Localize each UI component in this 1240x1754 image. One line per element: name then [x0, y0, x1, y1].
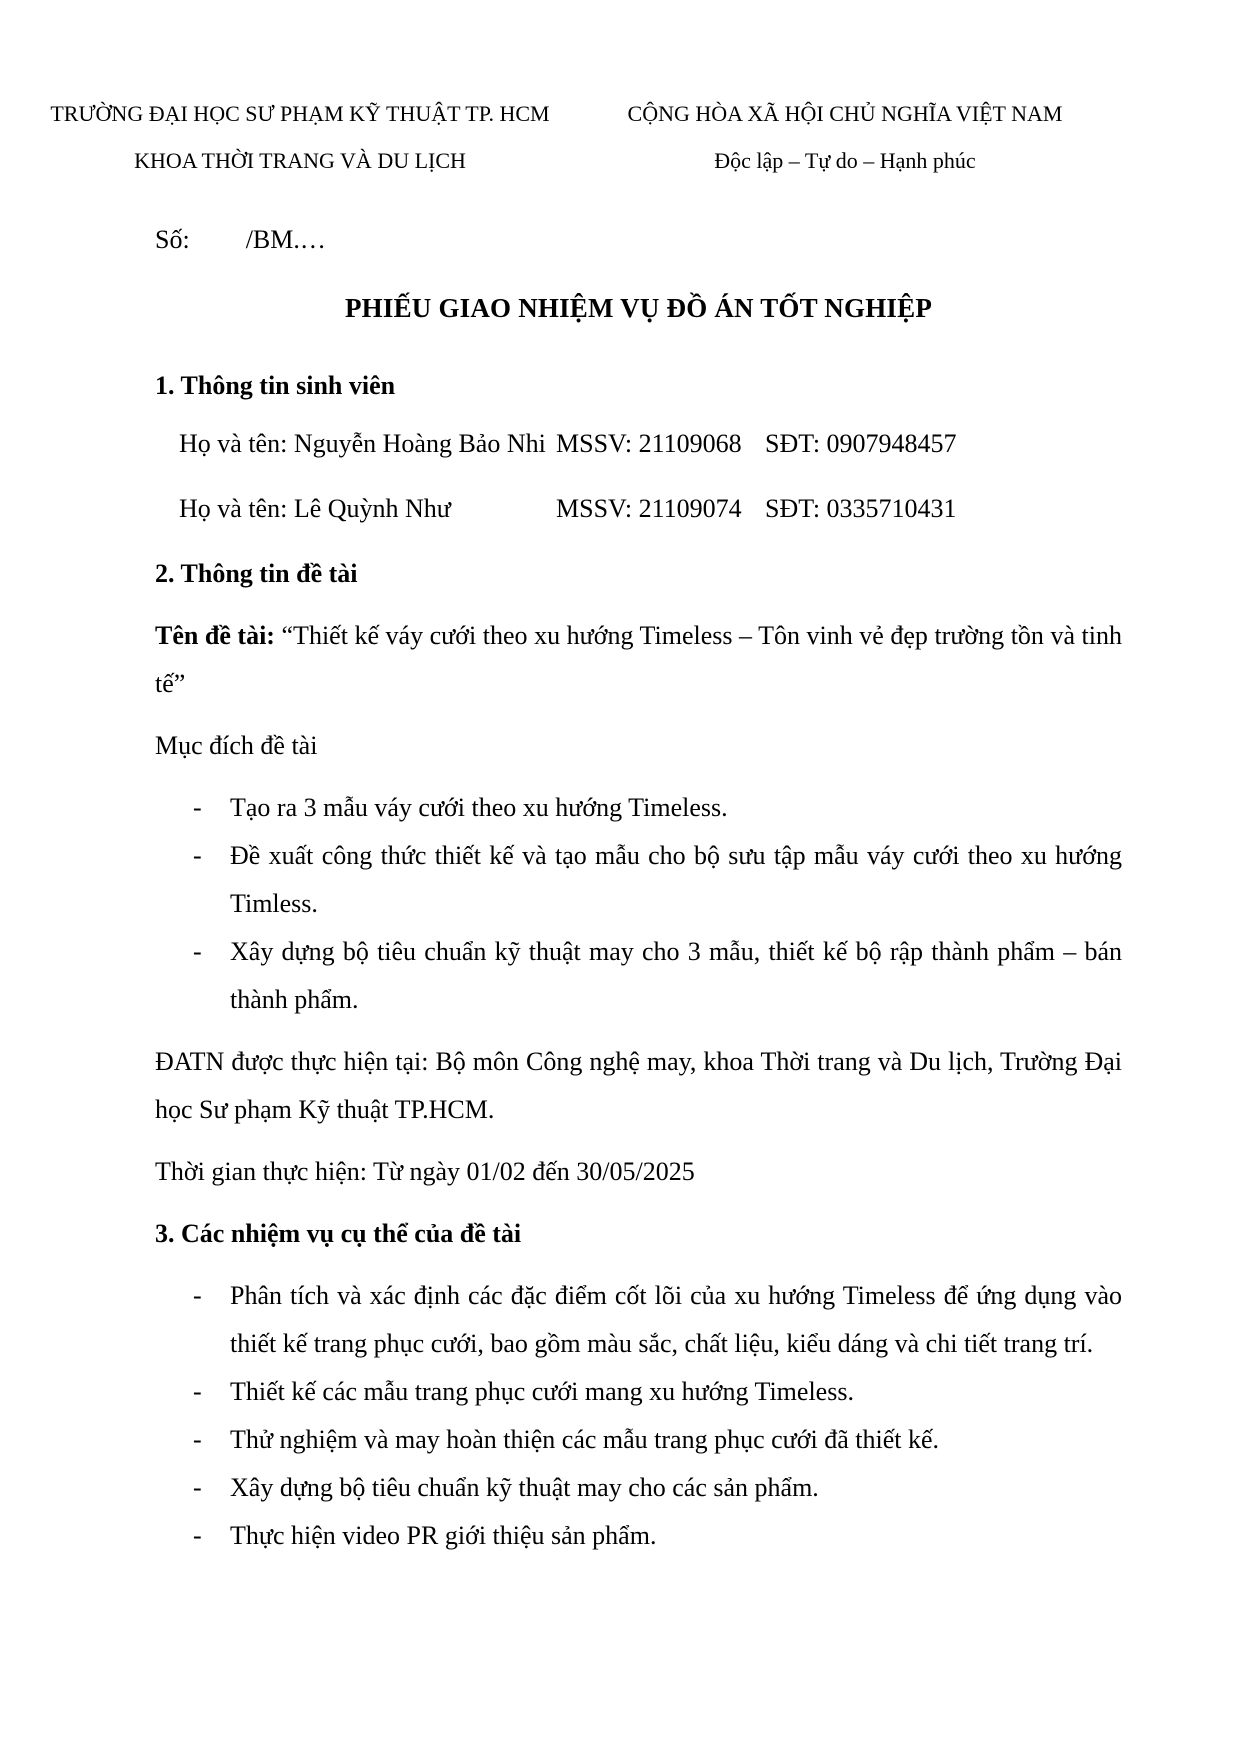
student-phone-cell	[765, 485, 1122, 533]
document-title: PHIẾU GIAO NHIỆM VỤ ĐỒ ÁN TỐT NGHIỆP	[344, 293, 933, 323]
student-name-label: Họ và tên:	[179, 429, 288, 458]
student-row	[155, 420, 1122, 468]
topic-paragraph	[155, 612, 1122, 708]
document-number-line	[155, 216, 1122, 264]
purpose-text: Tạo ra 3 mẫu váy cưới theo xu hướng Timeless.	[230, 793, 728, 822]
student-row	[155, 485, 1122, 533]
dash-marker: -	[193, 937, 202, 966]
document-number-label: Số:	[155, 225, 190, 254]
student-name: Lê Quỳnh Như	[293, 494, 451, 523]
dash-marker: -	[193, 1281, 202, 1310]
document-header	[0, 0, 1240, 184]
list-item	[155, 1368, 1122, 1416]
task-text: Phân tích và xác định các đặc điểm cốt lõi của xu hướng Timeless để ứng dụng vào thiết kế trang phục cưới, bao gồm màu sắc, chất liệu, kiểu dáng và chi tiết trang trí.	[230, 1281, 1122, 1358]
topic-label: Tên đề tài:	[155, 621, 275, 650]
list-item	[155, 928, 1122, 1024]
task-text: Xây dựng bộ tiêu chuẩn kỹ thuật may cho các sản phẩm.	[230, 1473, 819, 1502]
dash-marker: -	[193, 1377, 202, 1406]
section-3-heading: 3. Các nhiệm vụ cụ thể của đề tài	[155, 1219, 522, 1248]
student-phone-label: SĐT:	[765, 429, 821, 458]
task-text: Thiết kế các mẫu trang phục cưới mang xu hướng Timeless.	[230, 1377, 854, 1406]
university-name: TRƯỜNG ĐẠI HỌC SƯ PHẠM KỸ THUẬT TP. HCM	[50, 101, 550, 126]
dash-marker: -	[193, 1425, 202, 1454]
duration-paragraph: Thời gian thực hiện: Từ ngày 01/02 đến 30/05/2025	[155, 1157, 695, 1186]
republic-motto: Độc lập – Tự do – Hạnh phúc	[714, 148, 976, 173]
student-name-label: Họ và tên:	[179, 494, 288, 523]
purpose-heading: Mục đích đề tài	[155, 731, 318, 760]
student-phone: 0335710431	[826, 494, 957, 523]
dash-marker: -	[193, 1521, 202, 1550]
student-phone: 0907948457	[826, 429, 957, 458]
topic-name: “Thiết kế váy cưới theo xu hướng Timeless – Tôn vinh vẻ đẹp trường tồn và tinh tế”	[155, 621, 1122, 698]
student-id-cell	[556, 420, 765, 468]
student-phone-label: SĐT:	[765, 494, 821, 523]
republic-title: CỘNG HÒA XÃ HỘI CHỦ NGHĨA VIỆT NAM	[627, 101, 1063, 126]
university-block	[0, 90, 600, 184]
task-list	[155, 1272, 1122, 1560]
task-text: Thực hiện video PR giới thiệu sản phẩm.	[230, 1521, 657, 1550]
list-item	[155, 1272, 1122, 1368]
faculty-name: KHOA THỜI TRANG VÀ DU LỊCH	[134, 148, 466, 173]
student-id: 21109068	[638, 429, 742, 458]
list-item	[155, 1416, 1122, 1464]
section-2-heading: 2. Thông tin đề tài	[155, 559, 358, 588]
student-id-label: MSSV:	[556, 429, 633, 458]
purpose-text: Đề xuất công thức thiết kế và tạo mẫu cho bộ sưu tập mẫu váy cưới theo xu hướng Timless.	[230, 841, 1122, 918]
list-item	[155, 784, 1122, 832]
location-paragraph: ĐATN được thực hiện tại: Bộ môn Công nghệ may, khoa Thời trang và Du lịch, Trường Đại học Sư phạm Kỹ thuật TP.HCM.	[155, 1047, 1122, 1124]
student-name: Nguyễn Hoàng Bảo Nhi	[293, 429, 546, 458]
list-item	[155, 1464, 1122, 1512]
student-id-label: MSSV:	[556, 494, 633, 523]
republic-block	[600, 90, 1090, 184]
dash-marker: -	[193, 1473, 202, 1502]
student-id-cell	[556, 485, 765, 533]
student-name-cell	[179, 485, 556, 533]
document-number-value: /BM.…	[245, 225, 326, 254]
dash-marker: -	[193, 841, 202, 870]
list-item	[155, 1512, 1122, 1560]
document-body	[155, 216, 1122, 1560]
section-1-heading: 1. Thông tin sinh viên	[155, 371, 396, 400]
task-text: Thử nghiệm và may hoàn thiện các mẫu trang phục cưới đã thiết kế.	[230, 1425, 940, 1454]
list-item	[155, 832, 1122, 928]
purpose-list	[155, 784, 1122, 1024]
student-phone-cell	[765, 420, 1122, 468]
student-id: 21109074	[638, 494, 742, 523]
dash-marker: -	[193, 793, 202, 822]
student-name-cell	[179, 420, 556, 468]
purpose-text: Xây dựng bộ tiêu chuẩn kỹ thuật may cho 3 mẫu, thiết kế bộ rập thành phẩm – bán thành phẩm.	[230, 937, 1122, 1014]
